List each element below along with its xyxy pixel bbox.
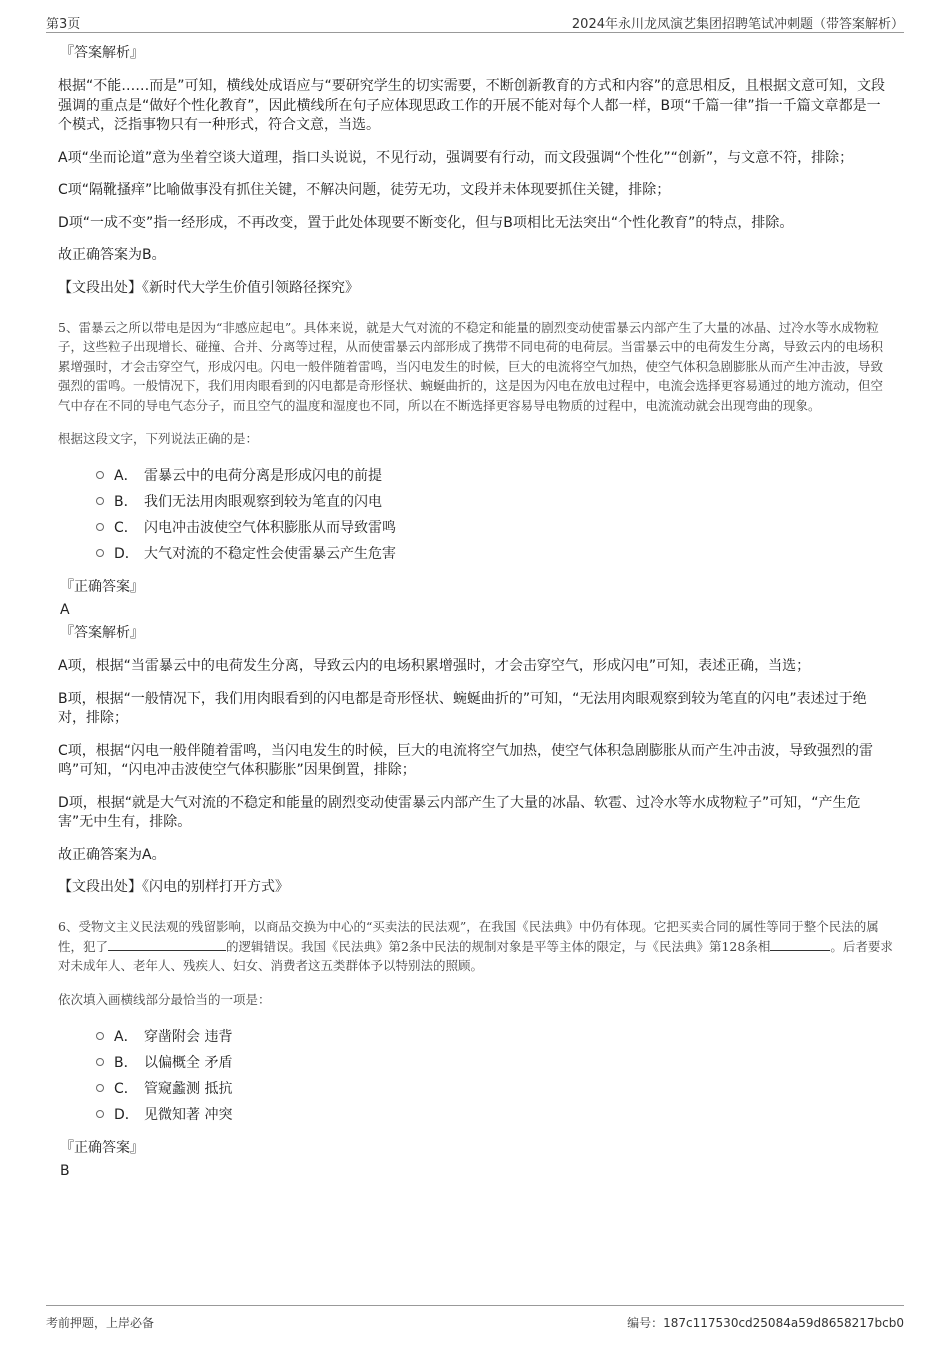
q5-answer: A: [60, 602, 70, 618]
page-footer: [46, 1305, 904, 1330]
q4-conclusion: 故正确答案为B。: [58, 247, 166, 263]
q4-source: 【文段出处】《新时代大学生价值引领路径探究》: [58, 279, 359, 296]
radio-icon[interactable]: [96, 497, 104, 505]
q6-option-a[interactable]: [96, 1023, 894, 1049]
q5-analysis-label: 『答案解析』: [60, 625, 144, 641]
option-label: D．: [114, 1106, 139, 1123]
option-text: 穿凿附会 违背: [144, 1028, 233, 1045]
q5-option-c[interactable]: [96, 514, 894, 540]
q5-analysis-para: C项，根据“闪电一般伴随着雷鸣，当闪电发生的时候，巨大的电流将空气加热，使空气体积急剧膨胀从而产生冲击波，导致强烈的雷鸣”可知，“闪电冲击波使空气体积膨胀”因果倒置，排除；: [58, 742, 874, 778]
q4-analysis-para: A项“坐而论道”意为坐着空谈大道理，指口头说说，不见行动，强调要有行动，而文段强调“个性化”“创新”，与文意不符，排除；: [58, 149, 854, 166]
option-text: 闪电冲击波使空气体积膨胀从而导致雷鸣: [144, 520, 396, 536]
option-text: 大气对流的不稳定性会使雷暴云产生危害: [144, 546, 396, 562]
q6-answer: B: [60, 1162, 70, 1179]
q6-stem: [58, 917, 894, 976]
q6-prompt: 依次填入画横线部分最恰当的一项是：: [58, 991, 271, 1007]
q5-conclusion: 故正确答案为A。: [58, 846, 166, 863]
fill-blank-2: [770, 938, 830, 951]
q6-option-b[interactable]: [96, 1049, 894, 1075]
q5-answer-label: 『正确答案』: [60, 579, 144, 595]
q5-analysis-para: A项，根据“当雷暴云中的电荷发生分离，导致云内的电场积累增强时，才会击穿空气，形成闪电”可知，表述正确，当选；: [58, 658, 811, 674]
q4-analysis-para: D项“一成不变”指一经形成，不再改变，置于此处体现要不断变化，但与B项相比无法突出“个性化教育”的特点，排除。: [58, 214, 794, 231]
q6-stem-part: 6、受物文主义民法观的残留影响，以商品交换为中心的“买卖法的民法观”，在我国《民法典》中仍有体现。它把买卖合同的属性等同于整个民法的属性，犯了: [58, 919, 879, 954]
option-label: B．: [114, 494, 138, 510]
q5-option-a[interactable]: [96, 462, 894, 488]
q6-answer-label: 『正确答案』: [60, 1139, 144, 1156]
radio-icon[interactable]: [96, 1032, 104, 1040]
page-number: 第3页: [46, 17, 81, 32]
document-title: 2024年永川龙凤演艺集团招聘笔试冲刺题（带答案解析）: [571, 17, 904, 32]
q5-analysis-para: D项，根据“就是大气对流的不稳定和能量的剧烈变动使雷暴云内部产生了大量的冰晶、软雹、过冷水等水成物粒子”可知，“产生危害”无中生有，排除。: [58, 794, 861, 830]
page-content: [58, 44, 894, 1185]
option-label: D．: [114, 546, 139, 562]
footer-slogan: 考前押题，上岸必备: [46, 1316, 155, 1330]
q4-analysis-para: 根据“不能……而是”可知，横线处成语应与“要研究学生的切实需要，不断创新教育的方式和内容”的意思相反，且根据文意可知，文段强调的重点是“做好个性化教育”，因此横线所在句子应体现思政工作的开展不能对每个人都一样，B项“千篇一律”指一千篇文章都是一个模式，泛指事物只有一种形式，符合文意，当选。: [58, 78, 886, 133]
page-header: [46, 10, 904, 33]
radio-icon[interactable]: [96, 471, 104, 479]
q4-analysis-label: 『答案解析』: [60, 45, 144, 61]
fill-blank-1: [108, 938, 226, 951]
option-text: 管窥蠡测 抵抗: [144, 1080, 233, 1097]
option-label: B．: [114, 1054, 138, 1071]
q5-prompt: 根据这段文字，下列说法正确的是：: [58, 431, 259, 446]
option-label: C．: [114, 520, 138, 536]
q5-analysis-para: B项，根据“一般情况下，我们用肉眼看到的闪电都是奇形怪状、蜿蜒曲折的”可知，“无法用肉眼观察到较为笔直的闪电”表述过于绝对，排除；: [58, 690, 867, 726]
q5-stem: 5、雷暴云之所以带电是因为“非感应起电”。具体来说，就是大气对流的不稳定和能量的剧烈变动使雷暴云内部产生了大量的冰晶、过冷水等水成物粒子，这些粒子出现增长、碰撞、合并、分离等过程，从而使雷暴云内部形成了携带不同电荷的电荷层。当雷暴云中的电荷发生分离，导致云内的电场积累增强时，才会击穿空气，形成闪电。闪电一般伴随着雷鸣，当闪电发生的时候，巨大的电流将空气加热，使空气体积急剧膨胀从而产生冲击波，导致强烈的雷鸣。一般情况下，我们用肉眼看到的闪电都是奇形怪状、蜿蜒曲折的，这是因为闪电在放电过程中，电流会选择更容易通过的地方流动，但空气中存在不同的导电气态分子，而且空气的温度和湿度也不同，所以在不断选择更容易导电物质的过程中，电流流动就会出现弯曲的现象。: [58, 319, 884, 413]
q6-option-c[interactable]: [96, 1075, 894, 1101]
radio-icon[interactable]: [96, 523, 104, 531]
q6-stem-part: 。后者要求对未成年人、老年人、残疾人、妇女、消费者这五类群体予以特别法的照顾。: [58, 938, 893, 973]
q5-option-d[interactable]: [96, 540, 894, 566]
q4-analysis-para: C项“隔靴搔痒”比喻做事没有抓住关键，不解决问题，徒劳无功，文段并未体现要抓住关键，排除；: [58, 182, 671, 198]
radio-icon[interactable]: [96, 1110, 104, 1118]
q5-options: [96, 462, 894, 566]
option-text: 我们无法用肉眼观察到较为笔直的闪电: [144, 494, 382, 510]
option-text: 雷暴云中的电荷分离是形成闪电的前提: [144, 468, 382, 484]
q6-stem-part: 的逻辑错误。我国《民法典》第2条中民法的规制对象是平等主体的限定，与《民法典》第128条相: [226, 938, 771, 954]
q5-option-b[interactable]: [96, 488, 894, 514]
radio-icon[interactable]: [96, 1058, 104, 1066]
q6-options: [96, 1023, 894, 1127]
q5-source: 【文段出处】《闪电的别样打开方式》: [58, 879, 289, 895]
option-text: 以偏概全 矛盾: [144, 1054, 233, 1071]
radio-icon[interactable]: [96, 1084, 104, 1092]
document-id: 编号：187c117530cd25084a59d8658217bcb0: [627, 1316, 904, 1330]
q6-option-d[interactable]: [96, 1101, 894, 1127]
radio-icon[interactable]: [96, 549, 104, 557]
option-text: 见微知著 冲突: [144, 1106, 233, 1123]
option-label: A．: [114, 1028, 138, 1045]
option-label: C．: [114, 1080, 138, 1097]
option-label: A．: [114, 468, 138, 484]
